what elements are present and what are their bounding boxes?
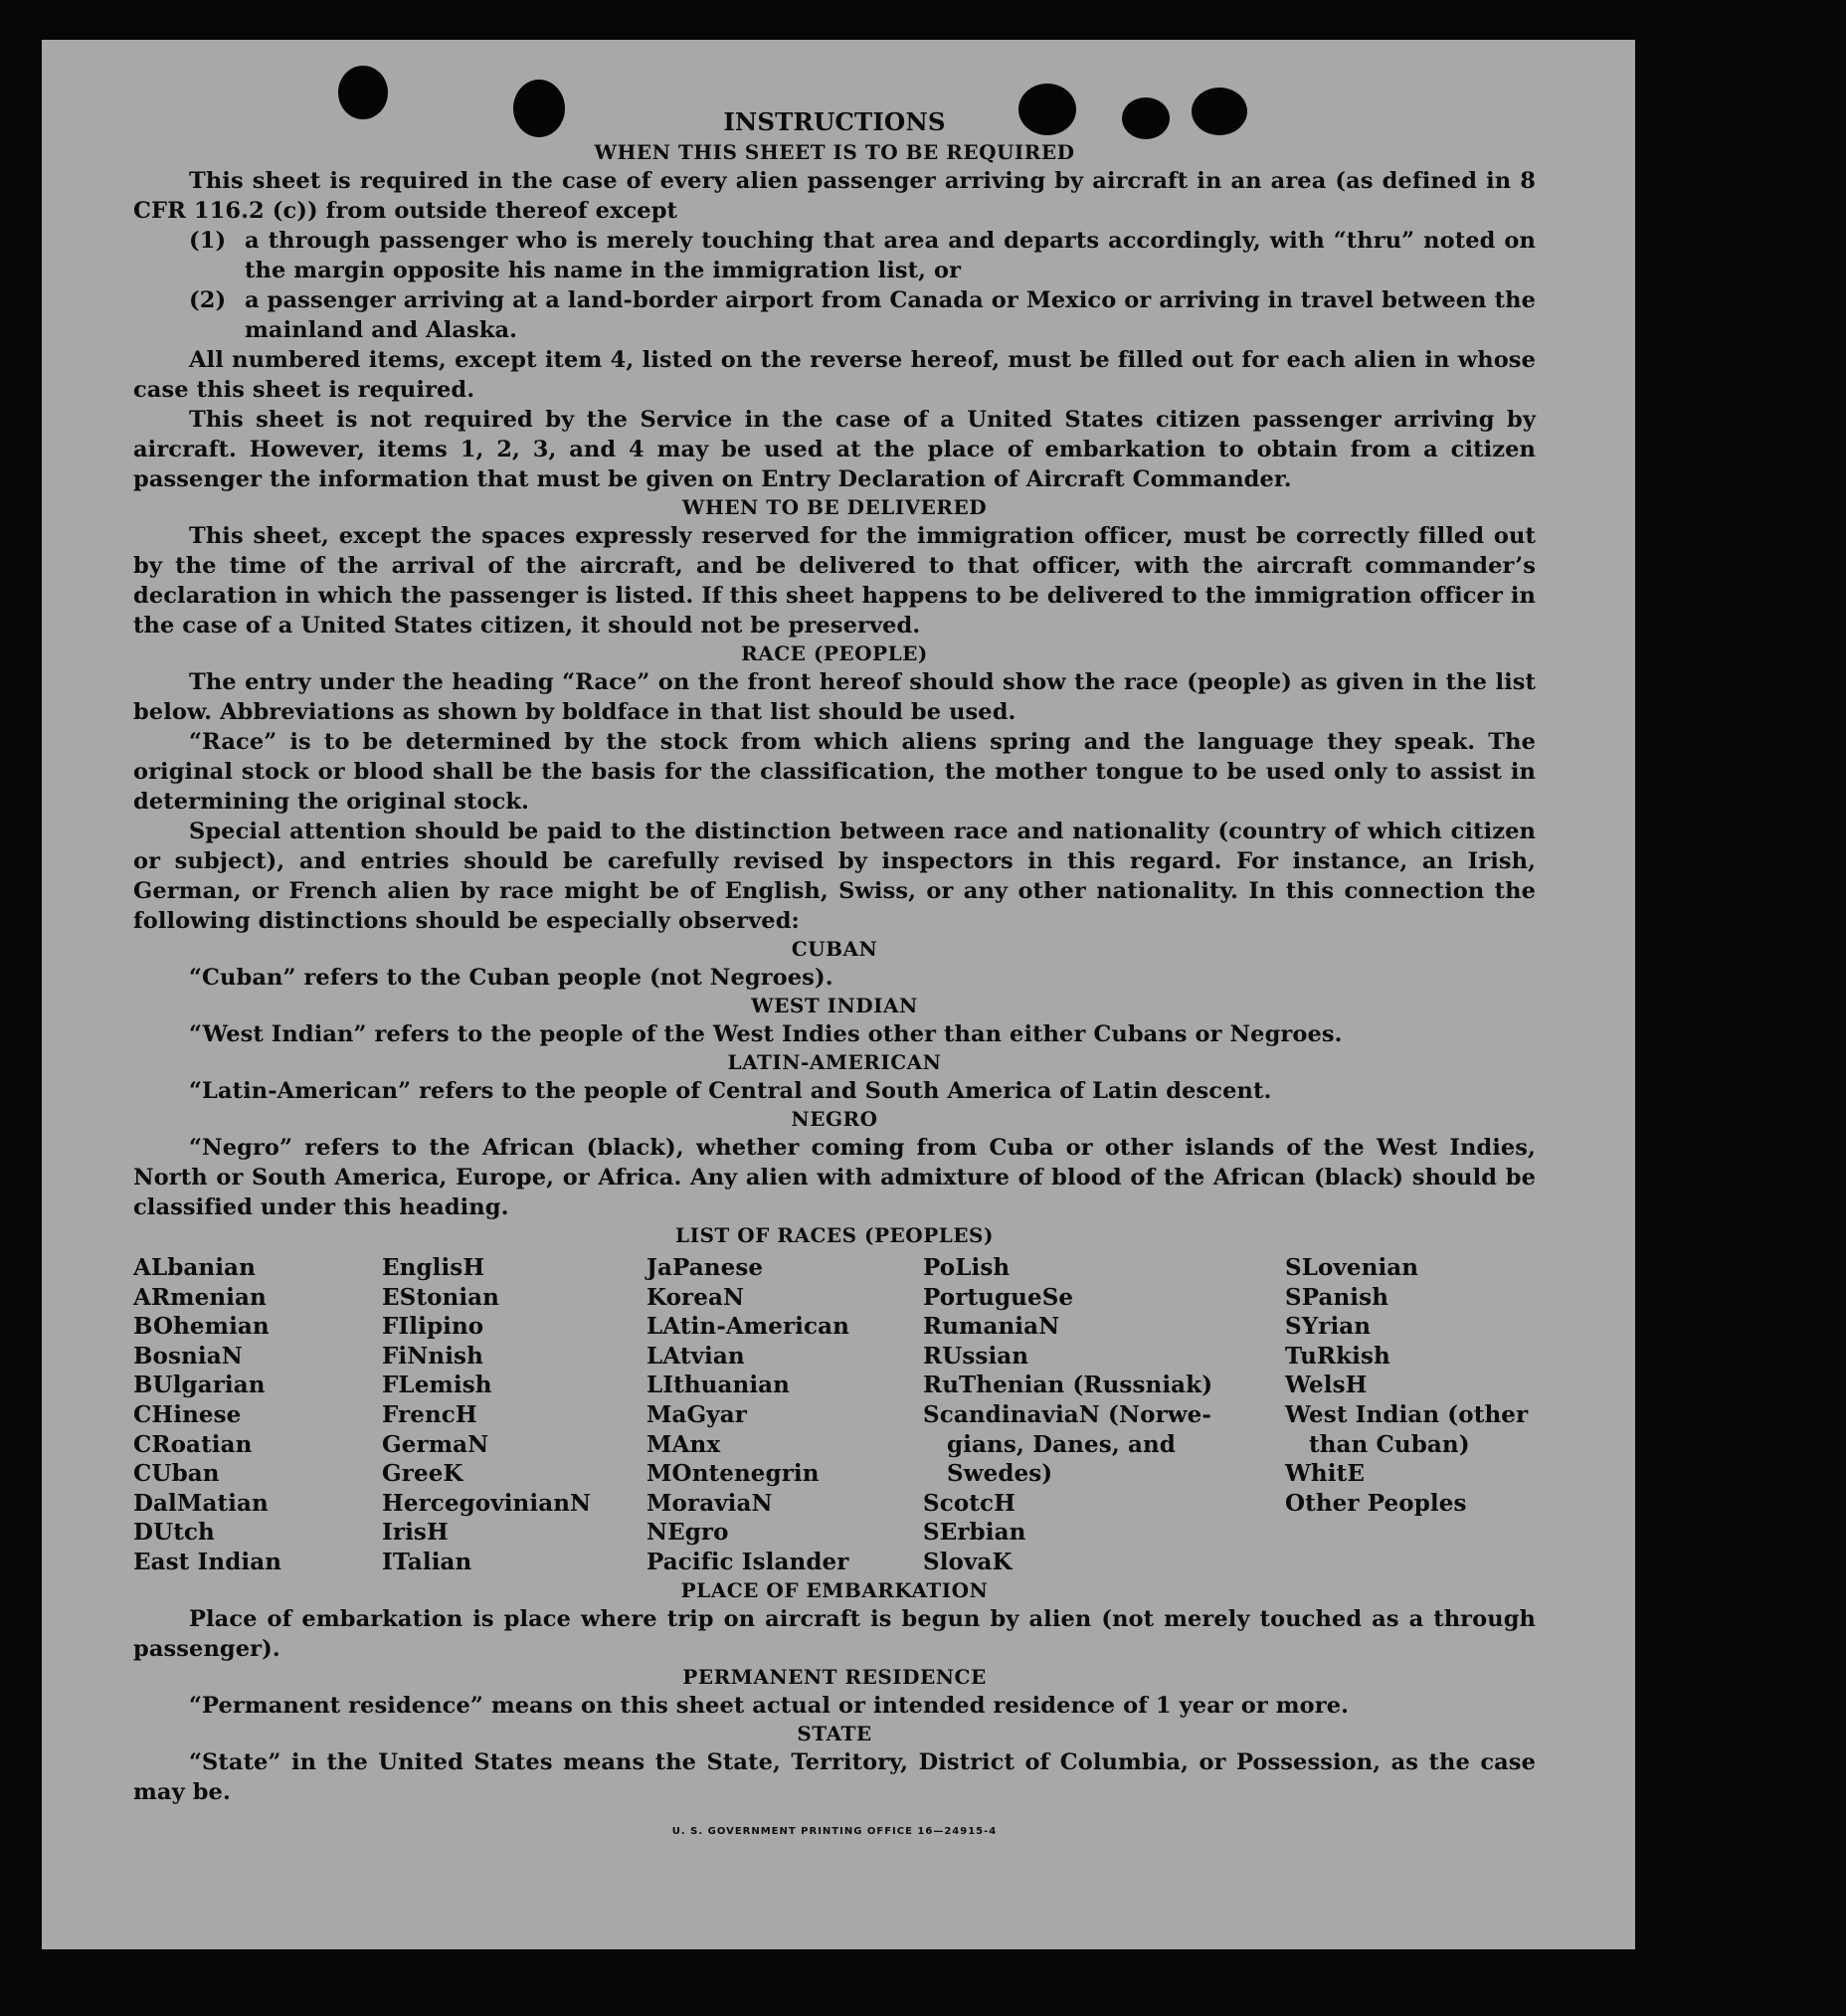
section-heading: WHEN THIS SHEET IS TO BE REQUIRED (594, 140, 1075, 164)
races-column (1285, 1253, 1536, 1577)
race-entry: LAtvian (646, 1342, 745, 1370)
item-number: (1) (189, 228, 227, 254)
race-entry: CHinese (133, 1400, 242, 1428)
race-entry: IrisH (382, 1519, 449, 1547)
race-entry: BOhemian (133, 1313, 270, 1341)
paragraph: All numbered items, except item 4, listed on the reverse hereof, must be filled out for each alien in whose case this sheet is required. (133, 347, 1536, 403)
paragraph: “Race” is to be determined by the stock from which aliens spring and the language they speak. The original stock or blood shall be the basis for the classification, the mother tongue to be used only to assist in determining the original stock. (133, 729, 1536, 815)
race-entry: Other Peoples (1285, 1489, 1467, 1517)
instructions-title: INSTRUCTIONS (723, 107, 946, 136)
race-entry: WelsH (1285, 1372, 1368, 1399)
race-entry: BosniaN (133, 1342, 243, 1370)
section-heading: LATIN-AMERICAN (727, 1050, 942, 1074)
race-entry: than Cuban) (1309, 1430, 1470, 1458)
section-heading: WHEN TO BE DELIVERED (681, 495, 988, 519)
item-number: (2) (189, 287, 227, 313)
race-entry: LAtin-American (646, 1313, 849, 1341)
paragraph: The entry under the heading “Race” on the front hereof should show the race (people) as given in the list below. Abbreviations as shown by boldface in that list should be used. (133, 669, 1536, 725)
paragraph: This sheet, except the spaces expressly reserved for the immigration officer, must be correctly filled out by the time of the arrival of the aircraft, and be delivered to that officer, with the aircraft commander’s declaration in which the passenger is listed. If this sheet happens to be delivered to the immigration officer in the case of a United States citizen, it should not be preserved. (133, 523, 1536, 639)
race-entry: SErbian (923, 1519, 1026, 1547)
races-column (646, 1253, 923, 1577)
printer-imprint: U. S. GOVERNMENT PRINTING OFFICE 16—24915-4 (671, 1825, 998, 1837)
race-entry: ScandinaviaN (Norwe- (923, 1400, 1212, 1428)
races-column (382, 1253, 646, 1577)
race-entry: ARmenian (133, 1283, 267, 1311)
race-entry: TuRkish (1285, 1342, 1390, 1370)
race-entry: SLovenian (1285, 1254, 1419, 1281)
race-entry: West Indian (other (1285, 1400, 1529, 1428)
races-column (923, 1253, 1285, 1577)
race-entry: ITalian (382, 1548, 472, 1575)
section-heading: STATE (797, 1721, 872, 1745)
race-entry: WhitE (1285, 1460, 1365, 1488)
paragraph: “Permanent residence” means on this sheet actual or intended residence of 1 year or more. (189, 1692, 1350, 1719)
section-heading: WEST INDIAN (751, 994, 918, 1017)
race-entry: Pacific Islander (646, 1548, 849, 1575)
race-entry: East Indian (133, 1548, 282, 1575)
race-entry: FiNnish (382, 1342, 483, 1370)
race-entry: HercegovinianN (382, 1489, 592, 1517)
document-sheet (42, 40, 1635, 1949)
race-entry: FrencH (382, 1400, 477, 1428)
race-entry: EStonian (382, 1283, 499, 1311)
race-entry: PortugueSe (923, 1283, 1074, 1311)
paragraph: This sheet is required in the case of every alien passenger arriving by aircraft in an area (as defined in 8 CFR 116.2 (c)) from outside thereof except (133, 168, 1536, 224)
race-entry: Swedes) (947, 1460, 1053, 1488)
race-entry: ALbanian (133, 1254, 256, 1281)
race-entry: RUssian (923, 1342, 1029, 1370)
race-entry: FIlipino (382, 1313, 484, 1341)
race-entry: LIthuanian (646, 1372, 790, 1399)
section-heading: LIST OF RACES (PEOPLES) (675, 1223, 994, 1247)
race-entry: gians, Danes, and (947, 1430, 1176, 1458)
race-entry: BUlgarian (133, 1372, 266, 1399)
exception-item (133, 226, 1536, 285)
race-entry: MAnx (646, 1430, 721, 1458)
race-entry: RuThenian (Russniak) (923, 1372, 1213, 1399)
item-text: a passenger arriving at a land-border airport from Canada or Mexico or arriving in travel between the mainland and Alaska. (245, 287, 1536, 343)
section-heading: CUBAN (791, 937, 878, 961)
race-entry: SlovaK (923, 1548, 1013, 1575)
paragraph: “State” in the United States means the State, Territory, District of Columbia, or Possession, as the case may be. (133, 1748, 1536, 1805)
races-column (133, 1253, 382, 1577)
race-entry: PoLish (923, 1254, 1011, 1281)
item-text: a through passenger who is merely touching that area and departs accordingly, with “thru” noted on the margin opposite his name in the immigration list, or (245, 228, 1536, 283)
race-entry: DalMatian (133, 1489, 269, 1517)
race-entry: GreeK (382, 1460, 463, 1488)
paragraph: Special attention should be paid to the distinction between race and nationality (country of which citizen or subject), and entries should be carefully revised by inspectors in this regard. For instance, an Irish, German, or French alien by race might be of English, Swiss, or any other nationality. In this connection the following distinctions should be especially observed: (133, 819, 1536, 934)
section-heading: NEGRO (791, 1107, 878, 1131)
race-entry: MOntenegrin (646, 1460, 820, 1488)
races-list (133, 1253, 1536, 1577)
race-entry: CRoatian (133, 1430, 253, 1458)
race-entry: NEgro (646, 1519, 729, 1547)
race-entry: MaGyar (646, 1400, 747, 1428)
race-entry: RumaniaN (923, 1313, 1060, 1341)
section-heading: PLACE OF EMBARKATION (680, 1577, 989, 1602)
paragraph: “West Indian” refers to the people of the West Indies other than either Cubans or Negroes. (189, 1021, 1343, 1047)
race-entry: EnglisH (382, 1254, 485, 1281)
race-entry: KoreaN (646, 1283, 745, 1311)
race-entry: SPanish (1285, 1283, 1389, 1311)
section-heading: RACE (PEOPLE) (741, 641, 928, 665)
race-entry: GermaN (382, 1430, 489, 1458)
race-entry: CUban (133, 1460, 220, 1488)
paragraph: “Latin-American” refers to the people of Central and South America of Latin descent. (189, 1078, 1272, 1104)
paragraph: “Cuban” refers to the Cuban people (not Negroes). (189, 965, 833, 991)
instructions-content (133, 105, 1536, 1847)
race-entry: JaPanese (646, 1254, 764, 1281)
exception-item (133, 285, 1536, 345)
section-heading: PERMANENT RESIDENCE (682, 1664, 987, 1689)
paragraph: “Negro” refers to the African (black), whether coming from Cuba or other islands of the West Indies, North or South America, Europe, or Africa. Any alien with admixture of blood of the African (black) should be classified under this heading. (133, 1135, 1536, 1220)
race-entry: SYrian (1285, 1313, 1372, 1341)
paragraph: Place of embarkation is place where trip on aircraft is begun by alien (not merely touched as a through passenger). (133, 1605, 1536, 1662)
race-entry: ScotcH (923, 1489, 1015, 1517)
paragraph: This sheet is not required by the Service in the case of a United States citizen passenger arriving by aircraft. However, items 1, 2, 3, and 4 may be used at the place of embarkation to obtain from a citizen passenger the information that must be given on Entry Declaration of Aircraft Commander. (133, 407, 1536, 492)
race-entry: MoraviaN (646, 1489, 773, 1517)
race-entry: DUtch (133, 1519, 215, 1547)
race-entry: FLemish (382, 1372, 492, 1399)
